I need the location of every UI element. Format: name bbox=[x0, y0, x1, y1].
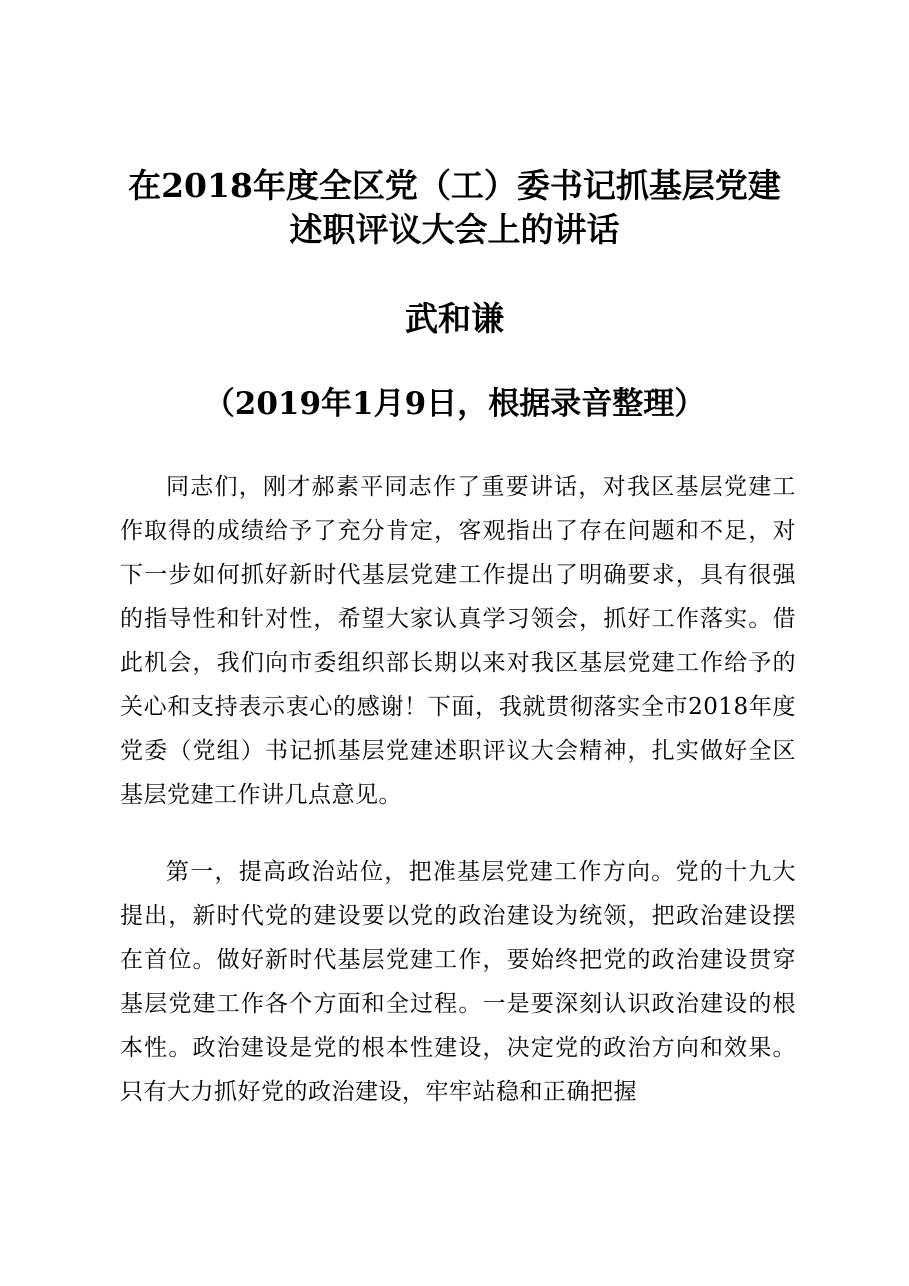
body-paragraph-1: 同志们，刚才郝素平同志作了重要讲话，对我区基层党建工作取得的成绩给予了充分肯定，客观指出了存在问题和不足，对下一步如何抓好新时代基层党建工作提出了明确要求，具有很强的指导性和针对性，希望大家认真学习领会，抓好工作落实。借此机会，我们向市委组织部长期以来对我区基层党建工作给予的关心和支持表示衷心的感谢！下面，我就贯彻落实全市2018年度党委（党组）书记抓基层党建述职评议大会精神，扎实做好全区基层党建工作讲几点意见。 bbox=[120, 474, 796, 808]
body-paragraph-2: 第一，提高政治站位，把准基层党建工作方向。党的十九大提出，新时代党的建设要以党的政治建设为统领，把政治建设摆在首位。做好新时代基层党建工作，要始终把党的政治建设贯穿基层党建工作各个方面和全过程。一是要深刻认识政治建设的根本性。政治建设是党的根本性建设，决定党的政治方向和效果。只有大力抓好党的政治建设，牢牢站稳和正确把握 bbox=[120, 859, 796, 1105]
document-title-line-2: 述职评议大会上的讲话 bbox=[289, 210, 620, 249]
date-note: （2019年1月9日，根据录音整理） bbox=[203, 386, 706, 422]
speaker-name: 武和谦 bbox=[405, 299, 504, 338]
document-title-line-1: 在2018年度全区党（工）委书记抓基层党建 bbox=[128, 166, 781, 205]
